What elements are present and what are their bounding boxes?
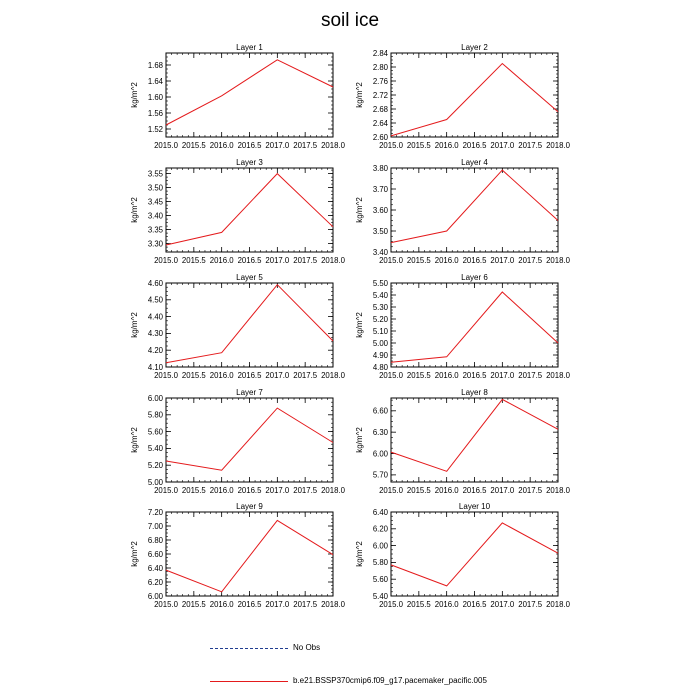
x-tick-label: 2016.0 xyxy=(209,141,234,150)
panel-8 xyxy=(355,388,571,495)
x-tick-label: 2016.0 xyxy=(434,600,459,609)
x-tick-label: 2015.0 xyxy=(154,600,178,609)
series-line xyxy=(391,64,558,136)
x-tick-label: 2015.5 xyxy=(406,256,431,265)
y-tick-label: 5.30 xyxy=(372,302,388,312)
legend-obs xyxy=(210,642,510,654)
x-tick-label: 2018.0 xyxy=(546,256,570,265)
x-tick-label: 2017.0 xyxy=(265,371,290,380)
panel-10 xyxy=(355,502,571,609)
y-tick-label: 6.40 xyxy=(372,507,388,517)
y-tick-label: 6.00 xyxy=(147,591,163,601)
y-tick-label: 4.50 xyxy=(147,295,163,305)
panel-title: Layer 8 xyxy=(461,388,488,397)
y-axis-label: kg/m^2 xyxy=(355,541,364,567)
y-axis-label: kg/m^2 xyxy=(130,82,139,108)
x-tick-label: 2017.5 xyxy=(518,141,543,150)
y-tick-label: 1.52 xyxy=(147,124,163,134)
x-tick-label: 2015.5 xyxy=(181,141,206,150)
y-tick-label: 6.30 xyxy=(372,427,388,437)
y-tick-label: 2.84 xyxy=(372,48,388,58)
x-tick-label: 2015.0 xyxy=(379,141,403,150)
y-axis-label: kg/m^2 xyxy=(130,312,139,338)
x-tick-label: 2016.0 xyxy=(434,141,459,150)
y-tick-label: 4.60 xyxy=(147,278,163,288)
x-tick-label: 2018.0 xyxy=(546,141,570,150)
y-tick-label: 4.20 xyxy=(147,346,163,355)
panel-title: Layer 5 xyxy=(236,273,263,282)
legend-model xyxy=(210,675,610,687)
x-tick-label: 2016.5 xyxy=(462,371,487,380)
y-tick-label: 3.60 xyxy=(372,205,388,215)
x-tick-label: 2015.5 xyxy=(406,486,431,495)
panel-2 xyxy=(355,43,571,150)
x-tick-label: 2017.5 xyxy=(518,486,543,495)
y-axis-label: kg/m^2 xyxy=(355,312,364,338)
y-tick-label: 6.00 xyxy=(372,449,388,459)
y-tick-label: 5.40 xyxy=(372,591,388,601)
y-tick-label: 5.70 xyxy=(372,470,388,480)
x-tick-label: 2015.0 xyxy=(154,486,178,495)
y-axis-label: kg/m^2 xyxy=(355,197,364,223)
y-tick-label: 2.76 xyxy=(372,76,388,86)
y-tick-label: 3.35 xyxy=(147,225,163,235)
y-tick-label: 2.68 xyxy=(372,104,388,114)
x-tick-label: 2016.5 xyxy=(462,256,487,265)
x-tick-label: 2017.0 xyxy=(490,256,515,265)
y-tick-label: 7.00 xyxy=(147,521,163,531)
x-tick-label: 2016.5 xyxy=(237,371,262,380)
y-tick-label: 5.20 xyxy=(372,314,388,324)
x-tick-label: 2015.5 xyxy=(406,371,431,380)
plot-frame xyxy=(166,398,333,482)
x-tick-label: 2017.5 xyxy=(293,371,318,380)
panel-9 xyxy=(130,502,346,609)
y-tick-label: 7.20 xyxy=(147,507,163,517)
x-tick-label: 2016.5 xyxy=(237,600,262,609)
y-tick-label: 6.00 xyxy=(147,393,163,403)
x-tick-label: 2017.0 xyxy=(265,486,290,495)
legend-obs-line xyxy=(210,648,288,649)
x-tick-label: 2016.5 xyxy=(237,486,262,495)
y-tick-label: 6.40 xyxy=(147,563,163,573)
panel-title: Layer 9 xyxy=(236,502,263,511)
plot-frame xyxy=(166,283,333,367)
x-tick-label: 2015.5 xyxy=(406,600,431,609)
x-tick-label: 2018.0 xyxy=(321,600,345,609)
y-tick-label: 2.72 xyxy=(372,90,388,100)
series-line xyxy=(166,408,333,470)
x-tick-label: 2018.0 xyxy=(321,141,345,150)
y-tick-label: 6.00 xyxy=(372,541,388,551)
y-tick-label: 5.40 xyxy=(372,290,388,300)
x-tick-label: 2017.0 xyxy=(265,256,290,265)
y-tick-label: 1.64 xyxy=(147,76,163,86)
x-tick-label: 2016.0 xyxy=(209,486,234,495)
series-line xyxy=(391,170,558,243)
x-tick-label: 2017.5 xyxy=(293,600,318,609)
y-tick-label: 3.40 xyxy=(372,247,388,257)
series-line xyxy=(166,174,333,245)
x-tick-label: 2018.0 xyxy=(546,371,570,380)
y-tick-label: 5.00 xyxy=(147,477,163,487)
y-tick-label: 5.80 xyxy=(372,558,388,568)
y-tick-label: 3.55 xyxy=(147,169,163,179)
x-tick-label: 2018.0 xyxy=(546,600,570,609)
y-tick-label: 6.80 xyxy=(147,535,163,545)
y-axis-label: kg/m^2 xyxy=(130,427,139,453)
panel-title: Layer 4 xyxy=(461,158,488,167)
x-tick-label: 2018.0 xyxy=(546,486,570,495)
y-tick-label: 3.40 xyxy=(147,211,163,221)
x-tick-label: 2017.0 xyxy=(490,600,515,609)
x-tick-label: 2016.0 xyxy=(434,486,459,495)
y-axis-label: kg/m^2 xyxy=(130,541,139,567)
legend-model-label: b.e21.BSSP370cmip6.f09_g17.pacemaker_pacific.005 xyxy=(293,676,487,685)
series-line xyxy=(391,399,558,471)
x-tick-label: 2016.0 xyxy=(209,600,234,609)
panel-7 xyxy=(130,388,346,495)
y-tick-label: 5.10 xyxy=(372,326,388,336)
panel-5 xyxy=(130,273,346,380)
panel-3 xyxy=(130,158,346,265)
x-tick-label: 2018.0 xyxy=(321,486,345,495)
x-tick-label: 2016.5 xyxy=(462,486,487,495)
y-tick-label: 3.70 xyxy=(372,184,388,194)
x-tick-label: 2015.5 xyxy=(181,371,206,380)
legend-model-line xyxy=(210,681,288,682)
y-tick-label: 6.60 xyxy=(372,406,388,416)
y-tick-label: 5.00 xyxy=(372,338,388,348)
y-tick-label: 3.50 xyxy=(372,226,388,236)
plot-frame xyxy=(166,53,333,137)
y-tick-label: 3.80 xyxy=(372,163,388,173)
panel-6 xyxy=(355,273,571,380)
x-tick-label: 2015.0 xyxy=(379,256,403,265)
y-tick-label: 5.40 xyxy=(147,444,163,454)
y-axis-label: kg/m^2 xyxy=(355,82,364,108)
y-tick-label: 6.60 xyxy=(147,549,163,559)
y-tick-label: 6.20 xyxy=(147,577,163,587)
y-tick-label: 5.20 xyxy=(147,461,163,470)
plot-frame xyxy=(391,168,558,252)
x-tick-label: 2016.0 xyxy=(434,256,459,265)
y-tick-label: 5.80 xyxy=(147,410,163,420)
y-tick-label: 5.60 xyxy=(147,427,163,437)
x-tick-label: 2017.0 xyxy=(490,141,515,150)
x-tick-label: 2016.5 xyxy=(462,600,487,609)
x-tick-label: 2015.0 xyxy=(154,371,178,380)
y-tick-label: 4.40 xyxy=(147,312,163,322)
y-axis-label: kg/m^2 xyxy=(355,427,364,453)
y-tick-label: 5.50 xyxy=(372,278,388,288)
x-tick-label: 2017.5 xyxy=(293,256,318,265)
x-tick-label: 2016.0 xyxy=(434,371,459,380)
y-tick-label: 3.45 xyxy=(147,197,163,207)
x-tick-label: 2015.0 xyxy=(379,371,403,380)
x-tick-label: 2017.5 xyxy=(518,371,543,380)
series-line xyxy=(166,520,333,591)
x-tick-label: 2015.0 xyxy=(379,486,403,495)
x-tick-label: 2017.5 xyxy=(293,486,318,495)
legend-obs-label: No Obs xyxy=(293,643,321,652)
x-tick-label: 2017.0 xyxy=(490,371,515,380)
series-line xyxy=(166,285,333,363)
x-tick-label: 2017.5 xyxy=(518,256,543,265)
x-tick-label: 2016.5 xyxy=(237,256,262,265)
panel-1 xyxy=(130,43,346,150)
plot-frame xyxy=(391,398,558,482)
x-tick-label: 2015.5 xyxy=(406,141,431,150)
x-tick-label: 2017.0 xyxy=(265,600,290,609)
x-tick-label: 2017.0 xyxy=(265,141,290,150)
y-tick-label: 4.30 xyxy=(147,329,163,339)
x-tick-label: 2018.0 xyxy=(321,256,345,265)
y-tick-label: 3.50 xyxy=(147,183,163,193)
series-line xyxy=(166,60,333,125)
panel-title: Layer 10 xyxy=(458,502,491,511)
x-tick-label: 2017.5 xyxy=(518,600,543,609)
y-tick-label: 1.68 xyxy=(147,60,163,70)
x-tick-label: 2016.5 xyxy=(237,141,262,150)
plot-frame xyxy=(391,53,558,137)
plot-frame xyxy=(166,512,333,596)
y-tick-label: 4.90 xyxy=(372,350,388,360)
x-tick-label: 2016.5 xyxy=(462,141,487,150)
y-axis-label: kg/m^2 xyxy=(130,197,139,223)
x-tick-label: 2018.0 xyxy=(321,371,345,380)
y-tick-label: 2.64 xyxy=(372,118,388,128)
panel-title: Layer 3 xyxy=(236,158,263,167)
panel-title: Layer 1 xyxy=(236,43,263,52)
series-line xyxy=(391,523,558,586)
x-tick-label: 2016.0 xyxy=(209,256,234,265)
x-tick-label: 2017.5 xyxy=(293,141,318,150)
x-tick-label: 2016.0 xyxy=(209,371,234,380)
x-tick-label: 2015.0 xyxy=(379,600,403,609)
y-tick-label: 4.80 xyxy=(372,362,388,372)
x-tick-label: 2015.0 xyxy=(154,141,178,150)
y-tick-label: 4.10 xyxy=(147,362,163,372)
y-tick-label: 3.30 xyxy=(147,239,163,249)
y-tick-label: 6.20 xyxy=(372,524,388,534)
x-tick-label: 2015.0 xyxy=(154,256,178,265)
series-line xyxy=(391,292,558,362)
y-tick-label: 1.56 xyxy=(147,108,163,118)
figure-title: soil ice xyxy=(320,10,380,31)
x-tick-label: 2015.5 xyxy=(181,256,206,265)
panel-4 xyxy=(355,158,571,265)
panel-title: Layer 6 xyxy=(461,273,488,282)
x-tick-label: 2015.5 xyxy=(181,600,206,609)
x-tick-label: 2017.0 xyxy=(490,486,515,495)
y-tick-label: 5.60 xyxy=(372,575,388,584)
y-tick-label: 1.60 xyxy=(147,92,163,102)
x-tick-label: 2015.5 xyxy=(181,486,206,495)
panel-title: Layer 7 xyxy=(236,388,263,397)
y-tick-label: 2.60 xyxy=(372,132,388,142)
panel-title: Layer 2 xyxy=(461,43,488,52)
y-tick-label: 2.80 xyxy=(372,62,388,72)
